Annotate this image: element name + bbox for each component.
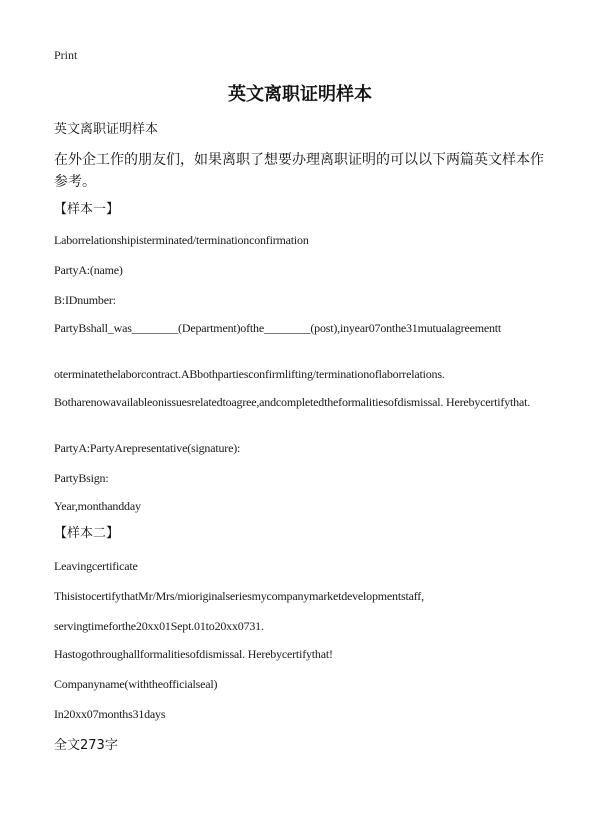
sample1-line: B:IDnumber: [54,293,116,307]
print-link[interactable]: Print [54,48,78,62]
sample1-heading: 【样本一】 [54,202,120,217]
sample1-line: PartyA:PartyArepresentative(signature): [54,441,241,455]
word-count: 全文273字 [54,738,118,753]
sample2-line: Hastogothroughallformalitiesofdismissal. Herebycertifythat! [54,647,333,661]
sample2-line: Leavingcertificate [54,559,138,573]
sample2-line: In20xx07months31days [54,707,166,721]
sample2-heading: 【样本二】 [54,526,120,541]
sample2-line: Companyname(withtheofficialseal) [54,677,218,691]
sample2-line: ThisistocertifythatMr/Mrs/mioriginalseriesmycompanymarketdevelopmentstaff, [54,589,424,603]
intro-paragraph: 在外企工作的朋友们，如果离职了想要办理离职证明的可以以下两篇英文样本作参考。 [54,152,544,190]
sample1-line: Laborrelationshipisterminated/terminationconfirmation [54,233,309,247]
document-title: 英文离职证明样本 [228,84,372,105]
sample1-line: oterminatethelaborcontract.ABbothpartiesconfirmlifting/terminationoflaborrelations. [54,367,445,381]
document-subtitle: 英文离职证明样本 [54,122,159,137]
sample1-line: PartyBshall_was________(Department)ofthe________(post),inyear07onthe31mutualagreementt [54,321,502,335]
sample1-line: PartyBsign: [54,471,109,485]
sample1-line: Year,monthandday [54,499,141,513]
sample1-line: PartyA:(name) [54,263,123,277]
sample1-line: Botharenowavailableonissuesrelatedtoagree,andcompletedtheformalitiesofdismissal. Herebycertifythat. [54,395,531,409]
sample2-line: servingtimeforthe20xx01Sept.01to20xx0731. [54,619,264,633]
